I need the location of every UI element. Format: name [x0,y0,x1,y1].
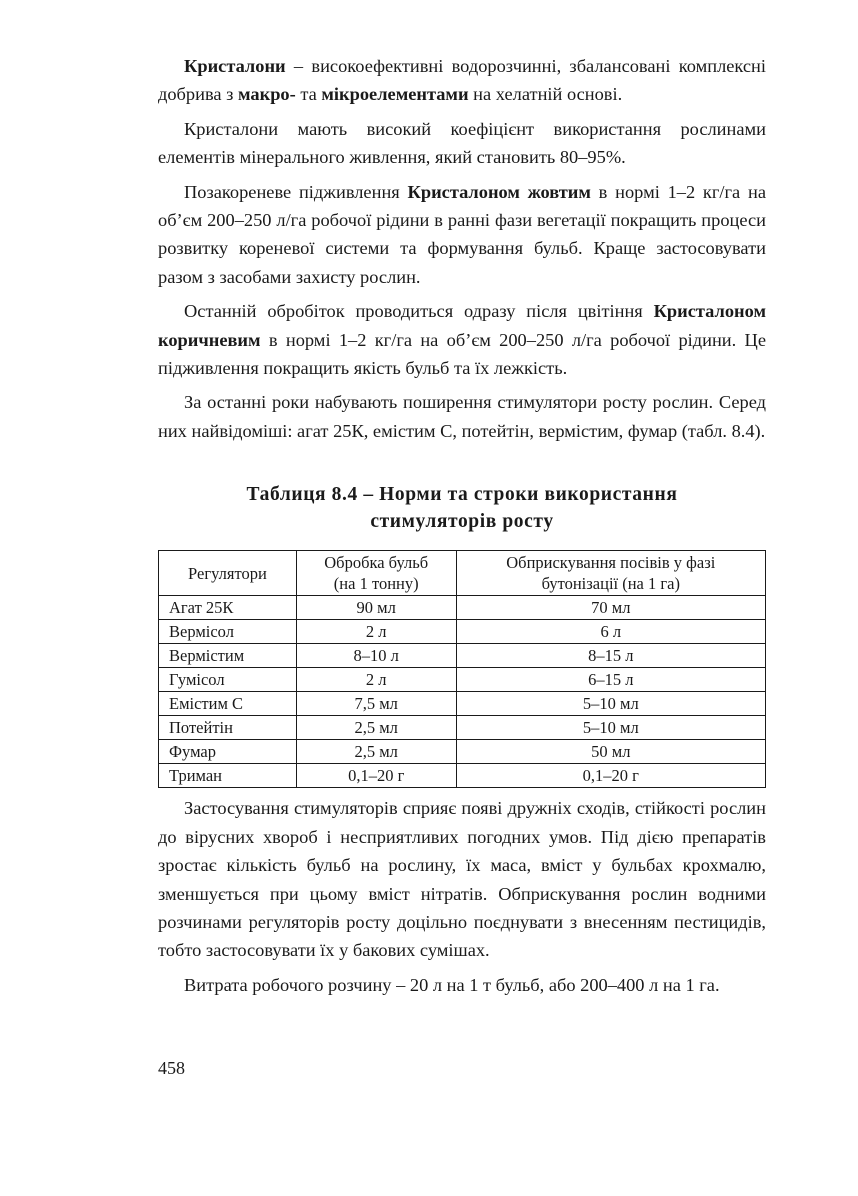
table-row: Потейтін 2,5 мл 5–10 мл [159,716,766,740]
header-tuber-treatment: Обробка бульб (на 1 тонну) [296,551,456,596]
paragraph-utilization: Кристалони мають високий коефіцієнт використання рослинами елементів мінерального живлення, який становить 80–95%. [158,118,766,168]
paragraph-foliar-feeding: Позакореневе підживлення Кристалоном жовтим в нормі 1–2 кг/га на об’єм 200–250 л/га робочої рідини в ранні фази вегетації покращить процеси розвитку кореневої системи та формування бульб. Краще застосовувати разом з засобами захисту рослин. [158,181,766,287]
header-regulators: Регулятори [159,551,297,596]
table-row: Вермістим 8–10 л 8–15 л [159,644,766,668]
table-row: Вермісол 2 л 6 л [159,620,766,644]
table-row: Агат 25К 90 мл 70 мл [159,596,766,620]
table-row: Фумар 2,5 мл 50 мл [159,740,766,764]
term-crystalons: Кристалони [184,56,286,76]
table-caption: Таблиця 8.4 – Норми та строки використання стимуляторів росту [246,484,678,533]
paragraph-crystalons-definition: Кристалони – високоефективні водорозчинні, збалансовані комплексні добрива з макро- та мікроелементами на хелатній основі. [158,56,766,105]
table-header-row [159,551,766,596]
page-number: 458 [158,1058,185,1078]
table-row: Гумісол 2 л 6–15 л [159,668,766,692]
table-row: Емістим С 7,5 мл 5–10 мл [159,692,766,716]
paragraph-last-treatment: Останній обробіток проводиться одразу після цвітіння Кристалоном коричневим в нормі 1–2 кг/га на об’єм 200–250 л/га робочої рідини. Це підживлення покращить якість бульб та їх лежкість. [158,301,766,379]
paragraph-stimulant-effects: Застосування стимуляторів сприяє появі дружніх сходів, стійкості рослин до вірусних хвороб і несприятливих погодних умов. Під дією препаратів зростає кількість бульб на рослину, їх маса, вміст у бульбах крохмалю, зменшується при цьому вміст нітратів. Обприскування рослин водними розчинами регуляторів росту доцільно поєднувати з внесенням пестицидів, тобто застосовувати їх у бакових сумішах. [158,798,766,961]
stimulants-table [158,550,766,788]
paragraph-growth-stimulants: За останні роки набувають поширення стимулятори росту рослин. Серед них найвідоміші: агат 25К, емістим С, потейтін, вермістим, фумар (табл. 8.4). [158,392,766,441]
page-content [158,52,766,999]
paragraph-solution-consumption: Витрата робочого розчину – 20 л на 1 т бульб, або 200–400 л на 1 га. [184,974,720,995]
header-crop-spraying: Обприскування посівів у фазі бутонізації (на 1 га) [456,551,765,596]
table-row: Триман 0,1–20 г 0,1–20 г [159,764,766,788]
